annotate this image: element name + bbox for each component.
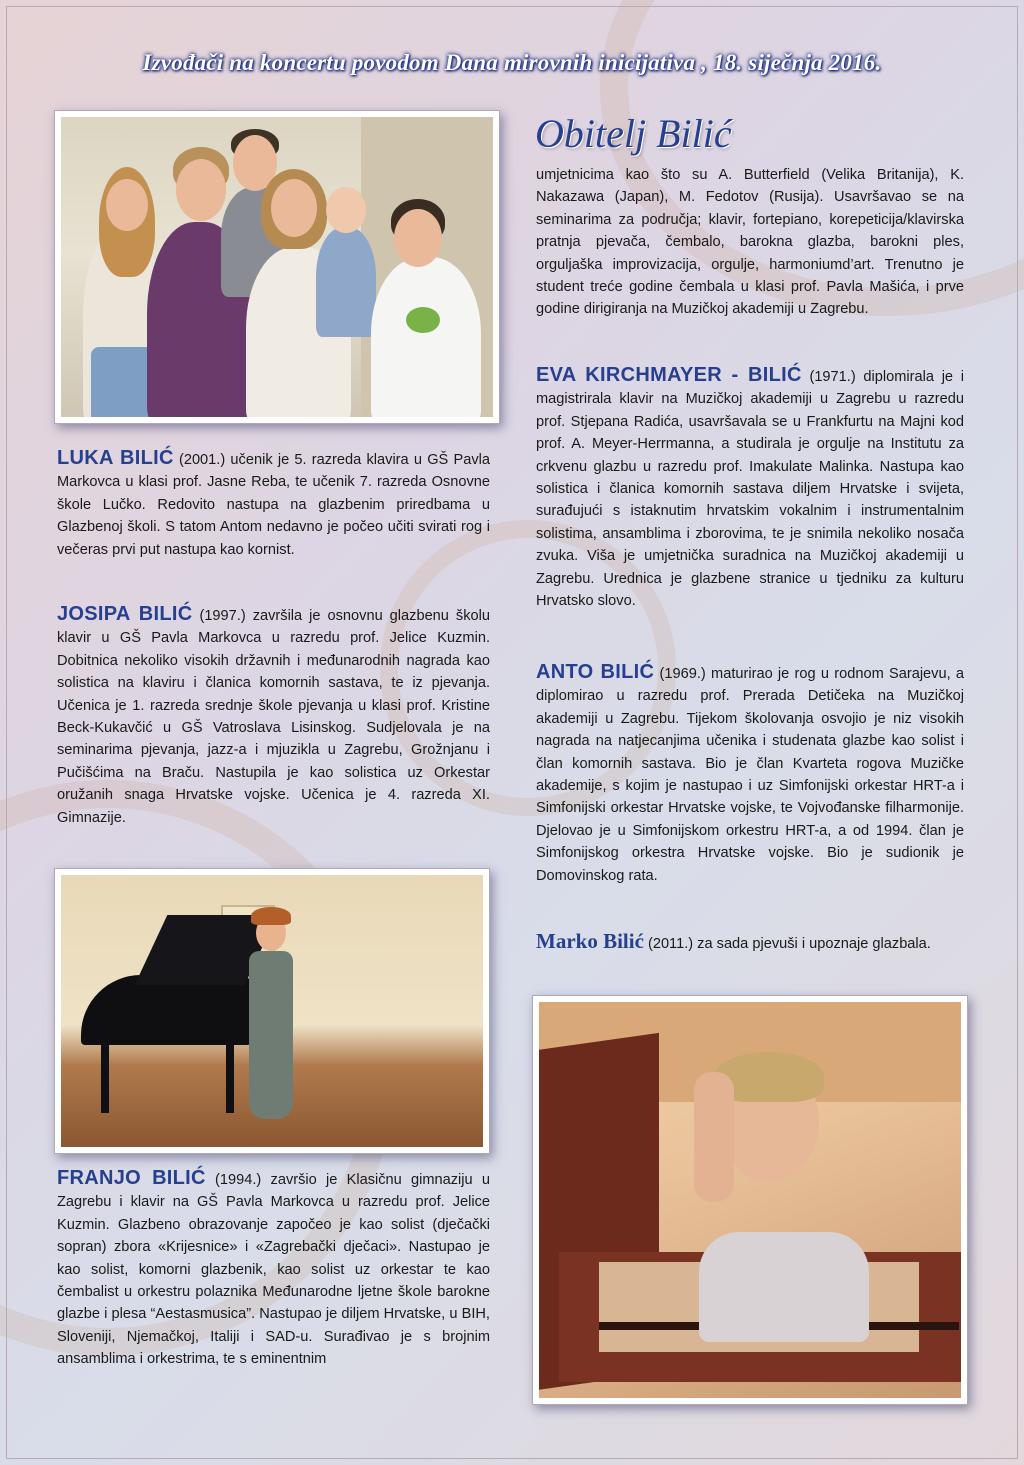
bio-eva	[536, 364, 964, 612]
bio-josipa	[57, 603, 490, 829]
year-luka: (2001.)	[178, 452, 226, 468]
bio-anto	[536, 661, 964, 887]
text-marko: za sada pjevuši i upoznaje glazbala.	[693, 936, 931, 952]
name-marko: Marko Bilić	[536, 929, 644, 953]
bio-marko	[536, 930, 964, 955]
year-marko: (2011.)	[647, 936, 694, 952]
name-josipa: JOSIPA BILIĆ	[57, 603, 193, 625]
year-franjo: (1994.)	[215, 1172, 262, 1188]
year-anto: (1969.)	[659, 666, 706, 682]
family-title: Obitelj Bilić	[535, 111, 732, 156]
name-eva: EVA KIRCHMAYER - BILIĆ	[536, 364, 802, 386]
text-anto: maturirao je rog u rodnom Sarajevu, a diplomirao u razredu prof. Prerada Detičeka na Muzičkoj akademiji u Zagrebu. Tijekom školovanja osvojio je niz visokih nagrada na natjecanjima učenika i studenata glazbe kao solist i član komornih sastava. Bio je član Kvarteta rogova Muzičke akademije, s kojim je nastupao i uz Simfonijski orkestar HRT-a i Simfonijski orkestar Hrvatske vojske, te Vojvođanske filharmonije. Djelovao je u Simfonijskom orkestru HRT-a, a od 1994. član je Simfonijskog orkestra Hrvatske vojske. Bio je sudionik je Domovinskog rata.	[536, 666, 965, 884]
bio-franjo	[57, 1167, 490, 1371]
text-franjo-continued: umjetnicima kao što su A. Butterfield (Velika Britanija), K. Nakazawa (Japan), M. Fedotov (Rusija). Usavršavao se na seminarima za područja; klavir, fortepiano, korepeticija/klavirska pratnja pjevača, čembalo, barokna glazba, barokni ples, orguljaška improvizacija, orgulje, harmoniumd’art. Trenutno je student treće godine čembala u klasi prof. Pavla Mašića, i prve godine dirigiranja na Muzičkoj akademiji u Zagrebu.	[536, 167, 964, 318]
year-josipa: (1997.)	[199, 608, 246, 624]
year-eva: (1971.)	[809, 369, 856, 385]
family-photo	[54, 110, 500, 424]
franjo-photo-image	[539, 1002, 961, 1398]
name-franjo: FRANJO BILIĆ	[57, 1167, 206, 1189]
name-anto: ANTO BILIĆ	[536, 661, 655, 683]
bio-franjo-continued	[536, 164, 964, 321]
name-luka: LUKA BILIĆ	[57, 447, 174, 469]
josipa-photo-image	[61, 875, 483, 1147]
text-luka: učenik je 5. razreda klavira u GŠ Pavla Markovca u klasi prof. Jasne Reba, te učenik 7. razreda Osnovne škole Lučko. Redovito nastupa na glazbenim priredbama u Glazbenoj školi. S tatom Antom nedavno je počeo učiti svirati rog i večeras prvi put nastupa kao kornist.	[57, 452, 491, 558]
text-eva: diplomirala je i magistrirala klavir na Muzičkoj akademiji u Zagrebu u razredu prof. Stjepana Radića, usavršavala se u Frankfurtu na Majni kod prof. A. Meyer-Herrmanna, a studirala je orgulje na Institutu za crkvenu glazbu u razredu prof. Imakulate Malinka. Nastupa kao solistica i članica komornih sastava diljem Hrvatske i svijeta, surađujući s istaknutim hrvatskim vokalnim i instrumentalnim solistima, ansamblima i zborovima, te je snimila nekoliko nosača zvuka. Viša je umjetnička suradnica na Muzičkoj akademiji u Zagrebu. Urednica je glazbene stranice u tjedniku za kulturu Hrvatsko slovo.	[536, 369, 964, 610]
text-josipa: završila je osnovnu glazbenu školu klavir u GŠ Pavla Markovca u razredu prof. Jelice Kuzmin. Dobitnica nekoliko visokih državnih i međunarodnih nagrada kao solistica na klaviru i članica komornih sastava, te iz pjevanja. Učenica je 1. razreda srednje škole pjevanja u klasi prof. Kristine Beck-Kukavčić u GŠ Vatroslava Lisinskog. Sudjelovala je na seminarima pjevanja, jazz-a i mjuzikla u Zagrebu, Grožnjanu i Pučišćima na Braču. Nastupila je kao solistica uz Orkestar oružanih snaga Hrvatske vojske. Učenica je 4. razreda XI. Gimnazije.	[57, 608, 490, 826]
josipa-photo	[54, 868, 490, 1154]
bio-luka	[57, 447, 490, 561]
family-photo-image	[61, 117, 493, 417]
page-title: Izvođači na koncertu povodom Dana mirovnih inicijativa , 18. siječnja 2016.	[142, 50, 882, 75]
text-franjo: završio je Klasičnu gimnaziju u Zagrebu i klavir na GŠ Pavla Markovca u razredu prof. Jelice Kuzmin. Glazbeno obrazovanje započeo je kao solist (dječački sopran) zbora «Krijesnice» i «Zagrebački dječaci». Nastupao je kao solist, komorni glazbenik, kao solist uz orkestar te kao čembalist u orkestru polaznika Međunarodne ljetne škole barokne glazbe i plesa “Aestasmusica”. Nastupao je diljem Hrvatske, u BIH, Sloveniji, Njemačkoj, Italiji i SAD-u. Surađivao je s brojnim ansamblima i orkestrima, te s eminentnim	[57, 1172, 491, 1368]
franjo-photo	[532, 995, 968, 1405]
